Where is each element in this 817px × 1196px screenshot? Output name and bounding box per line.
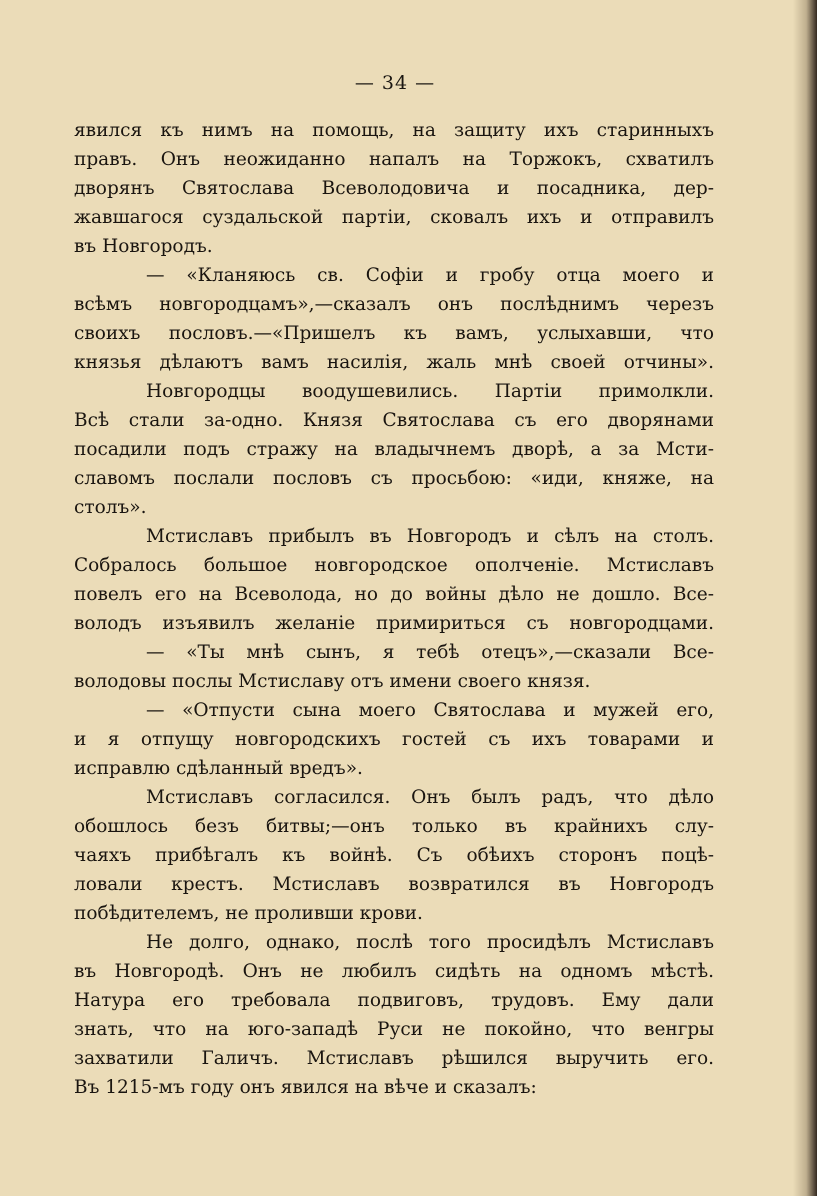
text-line: Новгородцы воодушевились. Партiи примолкли. <box>146 381 714 402</box>
text-line: Всѣ стали за-одно. Князя Святослава съ его дворянами <box>74 410 714 431</box>
page-number: — 34 — <box>354 72 436 94</box>
text-line: володъ изъявилъ желанiе примириться съ новгородцами. <box>74 613 714 634</box>
page-edge-shadow <box>793 0 817 1196</box>
text-line: знать, что на юго-западѣ Руси не покойно, что венгры <box>74 1019 714 1040</box>
text-line: въ Новгородѣ. Онъ не любилъ сидѣть на одномъ мѣстѣ. <box>74 961 714 982</box>
text-line: правъ. Онъ неожиданно напалъ на Торжокъ, схватилъ <box>74 149 714 170</box>
text-line: чаяхъ прибѣгалъ къ войнѣ. Съ обѣихъ сторонъ поцѣ- <box>74 845 714 866</box>
text-line: обошлось безъ битвы;—онъ только въ крайнихъ слу- <box>74 816 714 837</box>
text-line: князья дѣлаютъ вамъ насилiя, жаль мнѣ своей отчины». <box>74 352 714 373</box>
text-line: славомъ послали пословъ съ просьбою: «иди, княже, на <box>74 468 714 489</box>
text-line: Въ 1215-мъ году онъ явился на вѣче и сказалъ: <box>74 1077 537 1098</box>
text-line: Мстиславъ прибылъ въ Новгородъ и сѣлъ на столъ. <box>146 526 714 547</box>
text-line: столъ». <box>74 497 147 518</box>
text-line: Мстиславъ согласился. Онъ былъ радъ, что дѣло <box>146 787 714 808</box>
text-line: — «Ты мнѣ сынъ, я тебѣ отецъ»,—сказали Все- <box>146 642 714 663</box>
text-line: дворянъ Святослава Всеволодовича и посадника, дер- <box>74 178 714 199</box>
page-text <box>74 116 714 1102</box>
text-line: въ Новгородъ. <box>74 236 213 257</box>
text-line: всѣмъ новгородцамъ»,—сказалъ онъ послѣднимъ черезъ <box>74 294 714 315</box>
text-line: володовы послы Мстиславу отъ имени своего князя. <box>74 671 591 692</box>
text-line: повелъ его на Всеволода, но до войны дѣло не дошло. Все- <box>74 584 714 605</box>
text-line: — «Кланяюсь св. Софiи и гробу отца моего и <box>146 265 714 286</box>
text-line: исправлю сдѣланный вредъ». <box>74 758 363 779</box>
text-line: побѣдителемъ, не проливши крови. <box>74 903 423 924</box>
text-line: посадили подъ стражу на владычнемъ дворѣ, а за Мсти- <box>74 439 714 460</box>
text-line: — «Отпусти сына моего Святослава и мужей его, <box>146 700 714 721</box>
text-line: ловали крестъ. Мстиславъ возвратился въ Новгородъ <box>74 874 714 895</box>
text-line: жавшагося суздальской партiи, сковалъ ихъ и отправилъ <box>74 207 714 228</box>
text-line: явился къ нимъ на помощь, на защиту ихъ старинныхъ <box>74 120 714 141</box>
text-line: Натура его требовала подвиговъ, трудовъ. Ему дали <box>74 990 714 1011</box>
text-line: и я отпущу новгородскихъ гостей съ ихъ товарами и <box>74 729 714 750</box>
text-line: Не долго, однако, послѣ того просидѣлъ Мстиславъ <box>146 932 714 953</box>
text-line: Собралось большое новгородское ополченiе. Мстиславъ <box>74 555 714 576</box>
text-line: своихъ пословъ.—«Пришелъ къ вамъ, услыхавши, что <box>74 323 714 344</box>
text-line: захватили Галичъ. Мстиславъ рѣшился выручить его. <box>74 1048 714 1069</box>
